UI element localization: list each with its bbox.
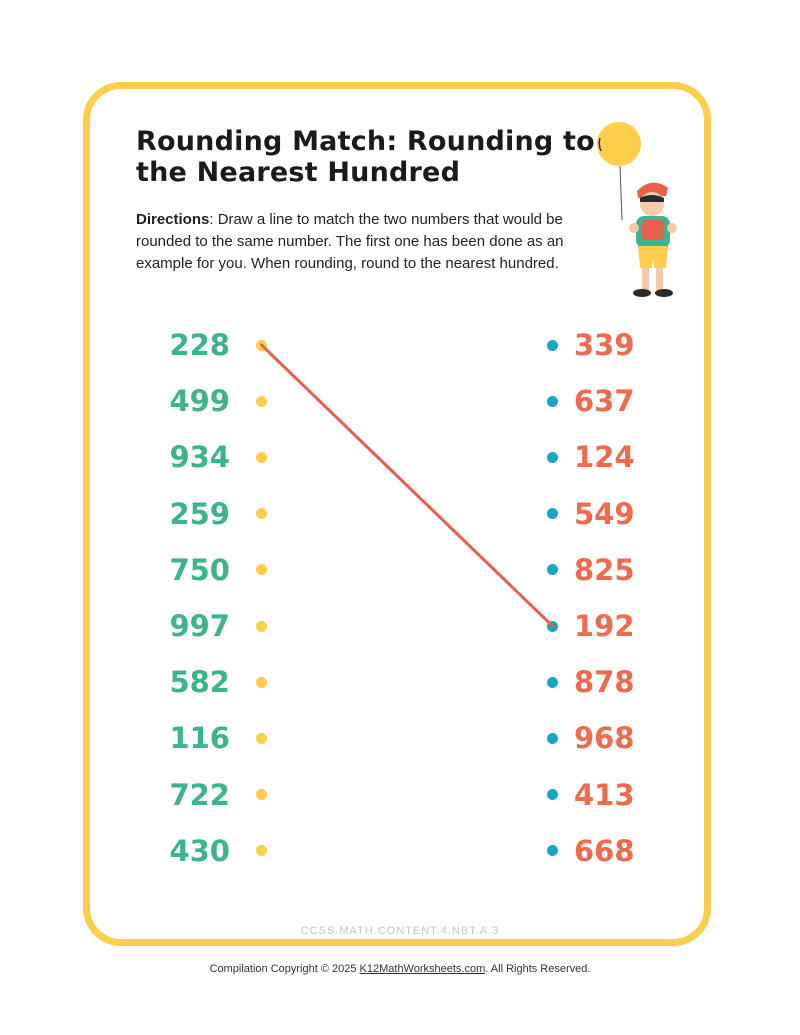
standard-code: CCSS.MATH.CONTENT.4.NBT.A.3 [300, 925, 500, 937]
left-number: 722 [169, 777, 230, 812]
right-connection-dot[interactable] [547, 452, 558, 463]
right-number: 878 [574, 665, 635, 700]
right-number: 968 [574, 721, 635, 756]
copyright-suffix: . All Rights Reserved. [485, 963, 591, 975]
left-number: 116 [169, 721, 230, 756]
right-connection-dot[interactable] [547, 340, 558, 351]
balloon-icon [597, 122, 641, 166]
left-number: 228 [169, 328, 230, 362]
left-number: 934 [169, 440, 230, 475]
right-number: 124 [574, 440, 635, 475]
left-number: 750 [169, 552, 230, 587]
right-number: 637 [574, 384, 635, 419]
boy-with-balloon-illustration [592, 118, 684, 304]
left-number: 259 [169, 496, 230, 531]
right-number: 668 [574, 833, 635, 868]
left-connection-dot[interactable] [256, 733, 267, 744]
right-number: 413 [574, 777, 635, 812]
right-number: 192 [574, 609, 635, 643]
left-number: 499 [169, 384, 230, 419]
right-connection-dot[interactable] [547, 396, 558, 407]
directions-label: Directions [136, 211, 210, 228]
directions-text [136, 209, 606, 275]
copyright-prefix: Compilation Copyright © 2025 [209, 963, 360, 975]
left-connection-dot[interactable] [256, 677, 267, 688]
left-connection-dot[interactable] [256, 340, 267, 351]
copyright-footer [0, 963, 800, 975]
right-number: 549 [574, 496, 635, 531]
copyright-link[interactable]: K12MathWorksheets.com [359, 963, 486, 975]
left-connection-dot[interactable] [256, 396, 267, 407]
right-number: 825 [574, 552, 635, 587]
right-connection-dot[interactable] [547, 677, 558, 688]
left-number: 582 [169, 665, 230, 700]
right-connection-dot[interactable] [547, 621, 558, 632]
right-number: 339 [574, 328, 635, 362]
left-connection-dot[interactable] [256, 621, 267, 632]
worksheet-title: Rounding Match: Rounding to the Nearest Hundred [136, 126, 595, 188]
left-number: 997 [169, 609, 230, 643]
left-number: 430 [169, 833, 230, 868]
left-connection-dot[interactable] [256, 452, 267, 463]
right-connection-dot[interactable] [547, 733, 558, 744]
directions-body: : Draw a line to match the two numbers that would be rounded to the same number. The first one has been done as an example for you. When rounding, round to the nearest hundred. [136, 211, 564, 272]
